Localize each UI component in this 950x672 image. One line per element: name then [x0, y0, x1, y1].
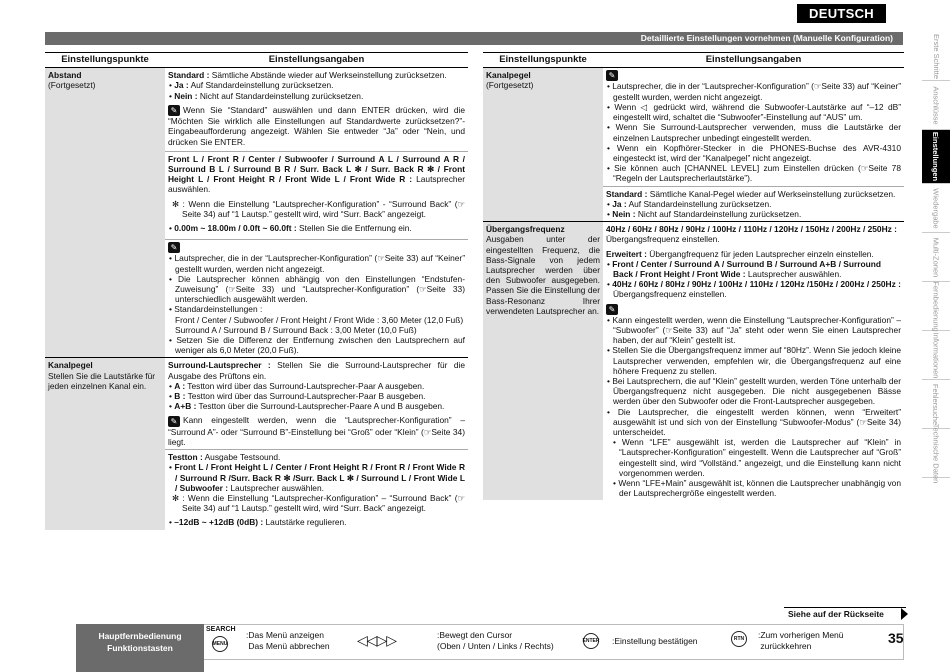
abstand-speakers: Front L / Front R / Center / Subwoofer / Surround A L / Surround A R / Surround B L / Surround B R / Surr. Back L ✻ / Surr. Back R ✻ / Front Height L / Front Height R / Front Wide L / Front Wide R : Lautsprecher auswählen. ✻ : Wenn die Einstellung “Lautsprecher-Konfiguration” - “Surround Back” (☞Seite 34) auf “1 Lautsp.” gestellt wird, wird “Surr. Back” angezeigt. • 0.00m ~ 18.00m / 0.0ft ~ 60.0ft : Stellen Sie die Entfernung ein. — [165, 151, 468, 239]
tab-multi-zonen[interactable]: Multi-Zonen — [922, 233, 950, 282]
tab-technische-daten[interactable]: Technische Daten — [922, 429, 950, 478]
label-kanalpegel-cont: Kanalpegel (Fortgesetzt) — [483, 68, 603, 222]
header-col1: Einstellungspunkte — [45, 53, 165, 68]
settings-table-right — [483, 52, 904, 500]
header-col1: Einstellungspunkte — [483, 53, 603, 68]
tab-wiedergabe[interactable]: Wiedergabe — [922, 184, 950, 233]
kanal-testton: Testton : Ausgabe Testsound. • Front L / Front Height L / Center / Front Height R / Front R / Front Wide R / Surround R /Surr. Back R ✻ /Surr. Back L ✻ / Surround L / Front Wide L / Subwoofer : Lautsprecher auswählen. ✻ : Wenn die Einstellung “Lautsprecher-Konfiguration” – “Surround Back” (☞Seite 34) auf “1 Lautsp.” gestellt wird, wird “Surr. Back” angezeigt. • –12dB ~ +12dB (0dB) : Lautstärke regulieren. — [165, 450, 468, 530]
tab-erste-schritte[interactable]: Erste Schritte — [922, 32, 950, 81]
label-kanalpegel: Kanalpegel Stellen Sie die Lautstärke für jeden einzelnen Kanal ein. — [45, 358, 165, 530]
header-col2: Einstellungsangaben — [165, 53, 468, 68]
enter-button-icon: ENTER — [583, 633, 599, 649]
kanal-notes: ✎ • Lautsprecher, die in der “Lautsprecher-Konfiguration” (☞Seite 33) auf “Keiner” gestellt wurden, werden nicht angezeigt. • Wenn ◁ gedrückt wird, während die Subwoofer-Lautstärke auf “–12 dB” eingestellt wird, schaltet die “Subwoofer”-Einstellung auf “AUS” um. • Wenn Sie Surround-Lautsprecher verwenden, muss die Lautstärke der einzelnen Lautsprecher unbedingt eingestellt werden. • Wenn ein Kopfhörer-Stecker in die PHONES-Buchse des AVR-4310 eingesteckt ist, wird der “Kanalpegel” nicht angezeigt. • Sie können auch [CHANNEL LEVEL] zum Einstellen drücken (☞Seite 78 “Regeln der Lautsprecherlautstärke”). — [603, 68, 904, 186]
section-title: Detaillierte Einstellungen vornehmen (Manuelle Konfiguration) — [45, 32, 903, 45]
header-col2: Einstellungsangaben — [603, 53, 904, 68]
abstand-standard: Standard : Sämtliche Abstände wieder auf Werkseinstellung zurücksetzen. • Ja : Auf Standardeinstellung zurücksetzen. • Nein : Nicht auf Standardeinstellung zurücksetzen. ✎ Wenn Sie “Standard” auswählen und dann ENTER drücken, wird die “Möchten Sie wirklich alle Einstellungen auf Standardwerte zurücksetzen?”-Eingabeaufforderung angezeigt. Wählen Sie entweder “Ja” oder “Nein, und drücken Sie ENTER. — [165, 68, 468, 152]
uebergang-content: 40Hz / 60Hz / 80Hz / 90Hz / 100Hz / 110Hz / 120Hz / 150Hz / 200Hz / 250Hz : Übergangsfrequenz einstellen. Erweitert : Übergangfrequenz für jeden Lautsprecher einzeln einstellen. • Front / Center / Surround A / Surround B / Surround A+B / Surround Back / Front Height / Front Wide : Lautsprecher auswählen. • 40Hz / 60Hz / 80Hz / 90Hz / 100Hz / 110Hz / 120Hz /150Hz / 200Hz / 250Hz : Übergangsfrequenz einstellen. ✎ • Kann eingestellt werden, wenn die Einstellung “Lautsprecher-Konfiguration” – “Subwoofer” (☞Seite 33) auf “Ja” steht oder wenn Sie einen Lautsprecher haben, der auf “Klein” gestellt ist. • Stellen Sie die Übergangsfrequenz immer auf “80Hz”. Wenn Sie jedoch kleine Lautsprecher verwenden, empfehlen wir, die Übergangsfrequenz auf eine höhere Frequenz zu stellen. • Bei Lautsprechern, die auf “Klein” gestellt wurden, werden Töne unterhalb der Übergangsfrequenz nicht ausgegeben. Die nicht ausgegebenen Bässe werden über den Subwoofer oder die Front-Lautsprecher ausgegeben. • Die Lautsprecher, die eingestellt werden können, wenn “Erweitert” ausgewählt ist und sich von der Einstellung “Subwoofer-Modus” (☞Seite 34) unterscheidet. • Wenn “LFE” ausgewählt ist, werden die Lautsprecher auf “Klein” in “Lautsprecher-Konfiguration” eingestellt. Wenn die Lautsprecher auf “Groß” eingestellt sind, wird “Vollständ.” angezeigt, und die Einstellung kann nicht vorgenommen werden. • Wenn “LFE+Main” ausgewählt ist, können die Lautsprecher unabhängig von der Lautsprechergröße eingestellt werden. — [603, 222, 904, 501]
settings-table-left — [45, 52, 468, 530]
tab-fernbedienung[interactable]: Fernbedienung — [922, 282, 950, 331]
side-tabs — [922, 32, 950, 483]
page-number: 35 — [888, 630, 904, 646]
kanal-standard: Standard : Sämtliche Kanal-Pegel wieder auf Werkseinstellung zurücksetzen. • Ja : Auf Standardeinstellung zurücksetzen. • Nein : Nicht auf Standardeinstellung zurücksetzen. — [603, 186, 904, 222]
tab-einstellungen[interactable]: Einstellungen — [922, 130, 950, 184]
language-badge: DEUTSCH — [797, 4, 886, 23]
rtn-text: :Zum vorherigen Menü zurückkehren — [758, 630, 844, 651]
note-icon: ✎ — [606, 304, 618, 315]
tab-informationen[interactable]: Informationen — [922, 331, 950, 380]
abstand-notes: ✎ • Lautsprecher, die in der “Lautsprecher-Konfiguration” (☞Seite 33) auf “Keiner” gestellt wurden, werden nicht angezeigt. • Die Lautsprecher können abhängig von den Einstellungen “Endstufen-Zuweisung” (☞Seite 33) und “Lautsprecher-Konfiguration” (☞Seite 33) unterschiedlich ausgewählt werden. • Standardeinstellungen : Front / Center / Subwoofer / Front Height / Front Wide : 3,60 Meter (12,0 Fuß) Surround A / Surround B / Surround Back : 3,00 Meter (10,0 Fuß) • Setzen Sie die Differenz der Entfernung zwischen den Lautsprechern auf weniger als 6,0 Meter (20,0 Fuß). — [165, 240, 468, 358]
footer-nav-label: Hauptfernbedienung Funktionstasten — [76, 624, 204, 672]
note-icon: ✎ — [168, 416, 180, 427]
cursor-text: :Bewegt den Cursor (Oben / Unten / Links / Rechts) — [437, 630, 554, 651]
back-link[interactable]: Siehe auf der Rückseite — [784, 607, 906, 619]
menu-button-icon: MENU — [212, 636, 228, 652]
tab-fehlersuche[interactable]: Fehlersuche — [922, 380, 950, 429]
menu-text: :Das Menü anzeigen Das Menü abbrechen — [246, 630, 330, 651]
label-uebergangsfrequenz: Übergangsfrequenz Ausgaben unter der eingestellten Frequenz, die Bass-Signale von jedem Lautsprecher werden über den Subwoofer ausgegeben. Passen Sie die Einstellung der Bass-Resonanz Ihrer verwendeten Lautsprecher an. — [483, 222, 603, 501]
note-icon: ✎ — [168, 105, 180, 116]
tab-anschluesse[interactable]: Anschlüsse — [922, 81, 950, 130]
kanal-surround: Surround-Lautsprecher : Stellen Sie die Surround-Lautsprecher für die Ausgabe des Prüftons ein. • A : Testton wird über das Surround-Lautsprecher-Paar A ausgeben. • B : Testton wird über das Surround-Lautsprecher-Paar B ausgeben. • A+B : Testton über die Surround-Lautsprecher-Paare A und B ausgeben. ✎ Kann eingestellt werden, wenn die “Lautsprecher-Konfiguration” – “Surround A”- oder “Surround B”-Einstellung bei “Groß” oder “Klein” (☞Seite 34) liegt. — [165, 358, 468, 450]
note-icon: ✎ — [168, 242, 180, 253]
rtn-button-icon: RTN — [731, 631, 747, 647]
enter-text: :Einstellung bestätigen — [612, 636, 698, 646]
label-abstand: Abstand (Fortgesetzt) — [45, 68, 165, 358]
search-key-label: SEARCH — [206, 626, 236, 633]
note-icon: ✎ — [606, 70, 618, 81]
cursor-arrows-icon: ◁◁▷▷ — [357, 632, 397, 648]
